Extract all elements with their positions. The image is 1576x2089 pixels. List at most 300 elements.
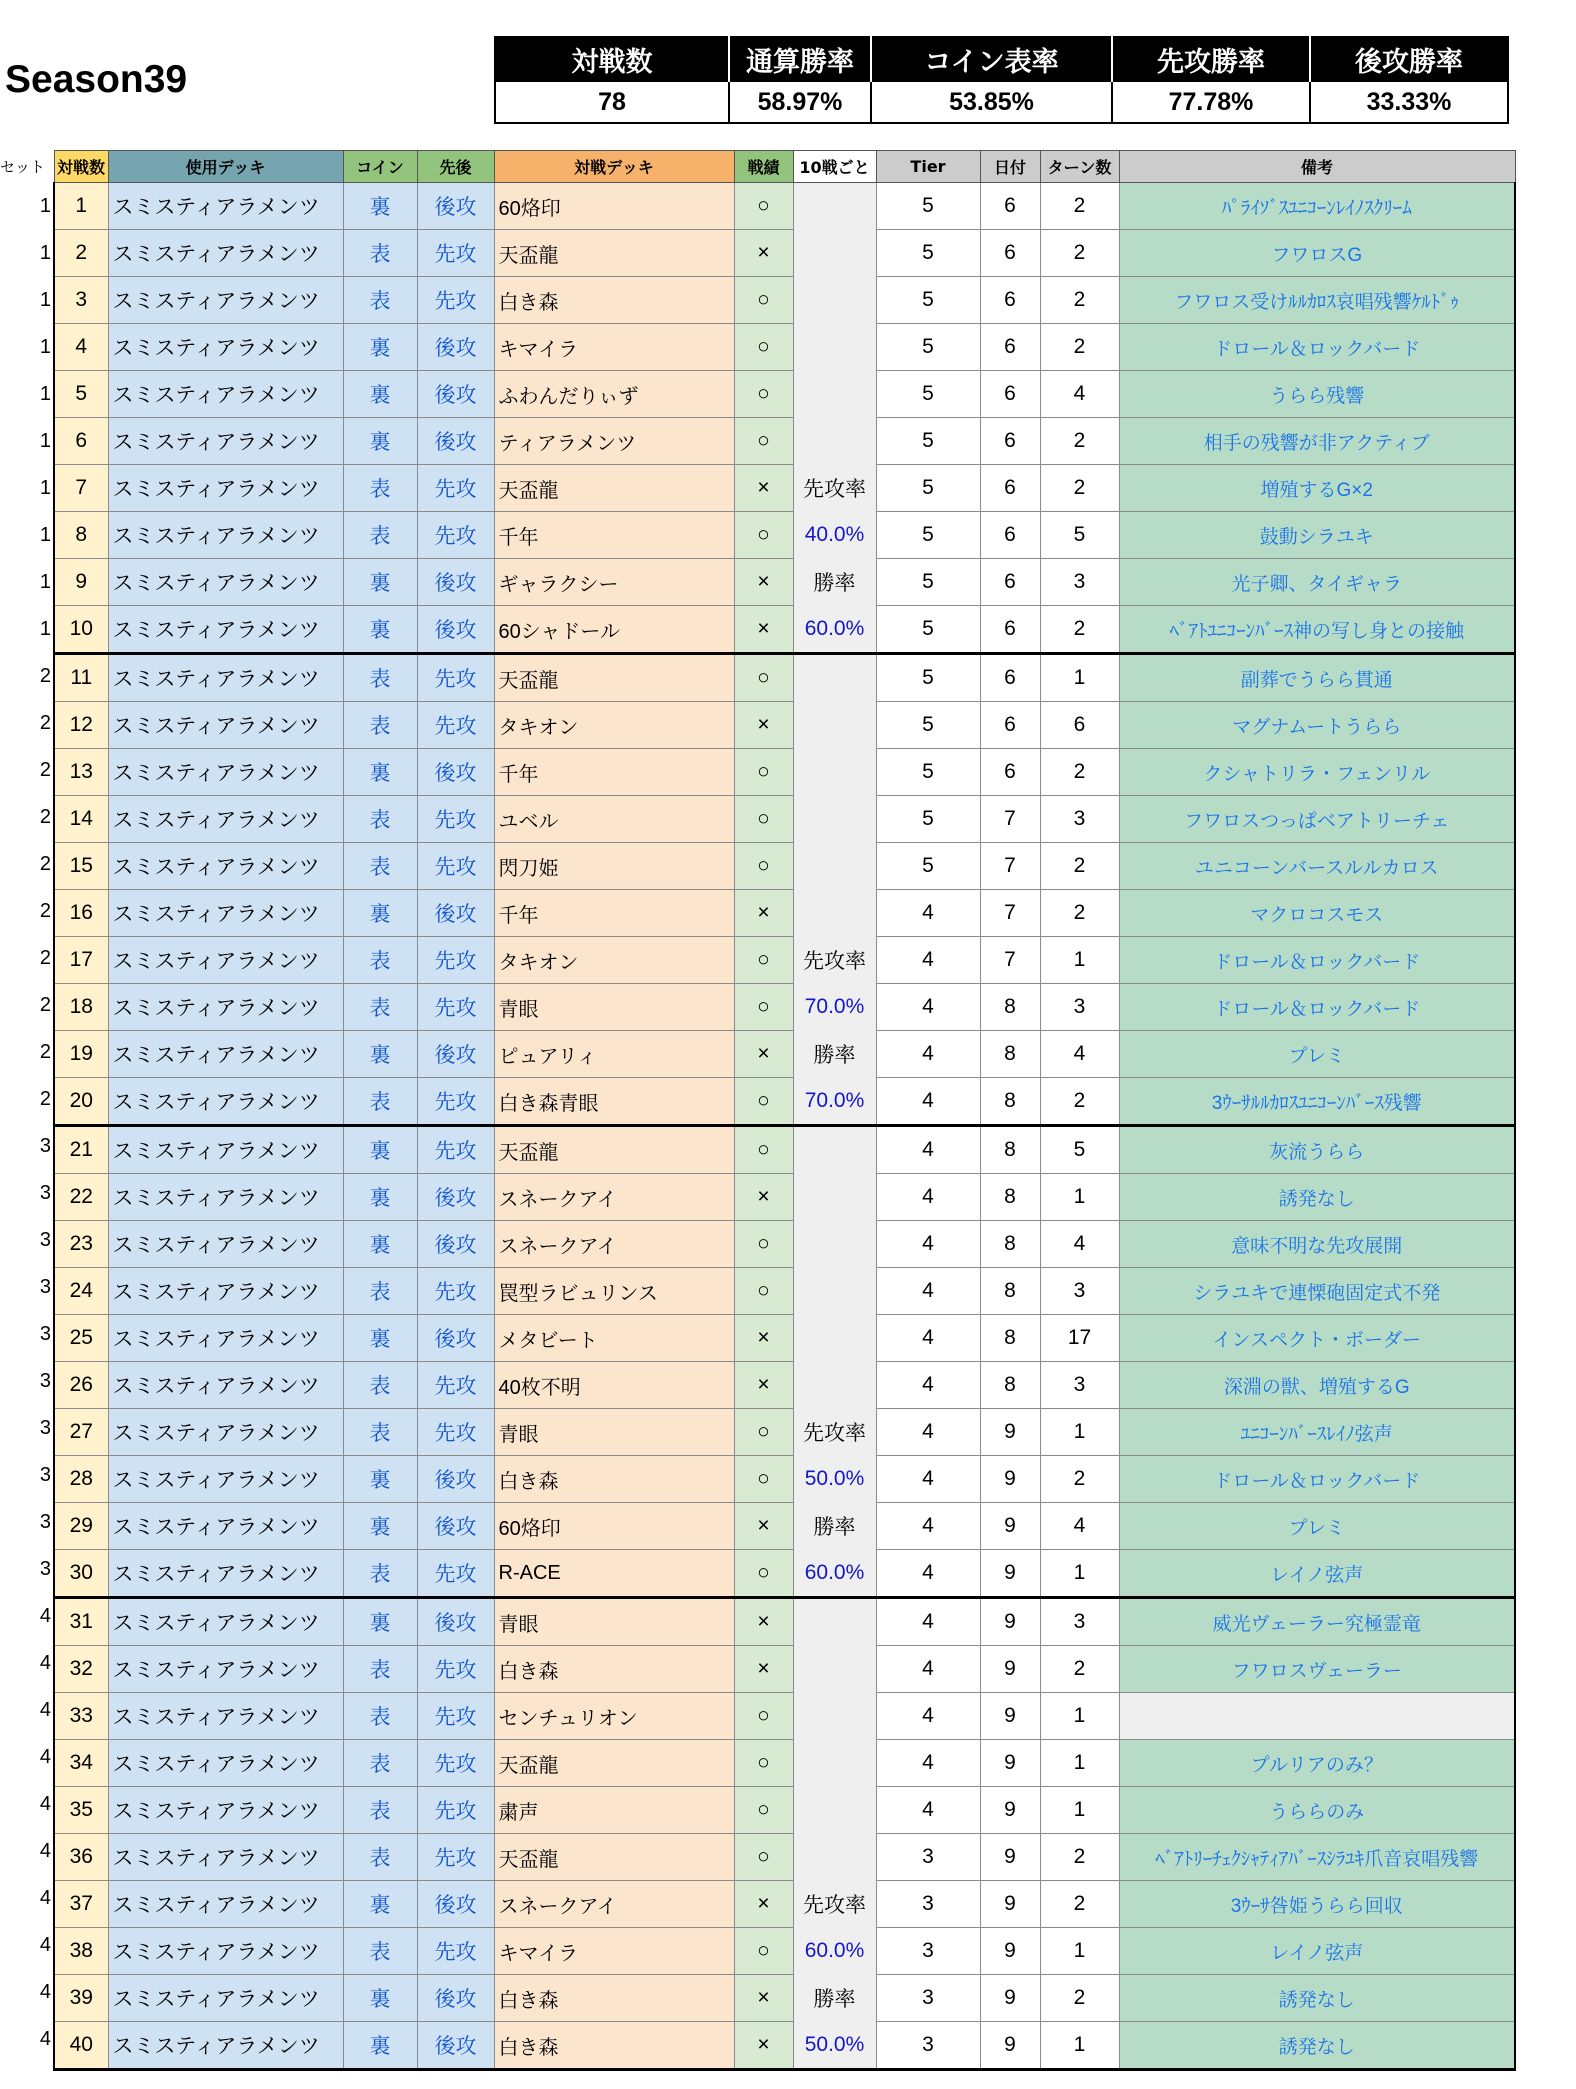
date-cell: 6	[980, 702, 1040, 749]
set-number: 1	[39, 524, 51, 546]
result-cell: ○	[734, 1740, 793, 1787]
set-number: 3	[39, 1464, 51, 1486]
header-notes: 備考	[1119, 151, 1515, 183]
result-cell: ○	[734, 1409, 793, 1456]
header-per-ten: 10戦ごと	[793, 151, 876, 183]
turn-order-cell: 後攻	[417, 1315, 494, 1362]
opponent-deck-cell: 60シャドール	[494, 606, 734, 654]
result-cell: ○	[734, 1834, 793, 1881]
header-tier: Tier	[876, 151, 980, 183]
opponent-deck-cell: スネークアイ	[494, 1881, 734, 1928]
opponent-deck-cell: 天盃龍	[494, 1834, 734, 1881]
opponent-deck-cell: 千年	[494, 749, 734, 796]
result-cell: ○	[734, 324, 793, 371]
opponent-deck-cell: タキオン	[494, 702, 734, 749]
turn-count-cell: 6	[1040, 702, 1119, 749]
table-row	[54, 654, 1515, 702]
used-deck-cell: スミスティアラメンツ	[108, 1598, 343, 1646]
notes-cell: プレミ	[1119, 1503, 1515, 1550]
notes-cell: 3ｳｰｻﾙﾙｶﾛｽﾕﾆｺｰﾝﾊﾞｰｽ残響	[1119, 1078, 1515, 1126]
turn-count-cell: 2	[1040, 183, 1119, 230]
table-row	[54, 1362, 1515, 1409]
table-row	[54, 1503, 1515, 1550]
notes-cell: 意味不明な先攻展開	[1119, 1221, 1515, 1268]
opponent-deck-cell: 60烙印	[494, 1503, 734, 1550]
match-number-cell: 13	[54, 749, 108, 796]
set-number: 1	[39, 430, 51, 452]
result-cell: ×	[734, 1362, 793, 1409]
per-ten-cell	[793, 230, 876, 277]
coin-cell: 表	[343, 654, 417, 702]
per-ten-cell	[793, 1646, 876, 1693]
tier-cell: 4	[876, 1787, 980, 1834]
date-cell: 9	[980, 1456, 1040, 1503]
tier-cell: 4	[876, 1550, 980, 1598]
opponent-deck-cell: 天盃龍	[494, 465, 734, 512]
coin-cell: 裏	[343, 1221, 417, 1268]
result-cell: ○	[734, 796, 793, 843]
turn-order-cell: 先攻	[417, 984, 494, 1031]
coin-cell: 表	[343, 1928, 417, 1975]
match-number-cell: 28	[54, 1456, 108, 1503]
set-number: 3	[39, 1135, 51, 1157]
used-deck-cell: スミスティアラメンツ	[108, 230, 343, 277]
turn-count-cell: 2	[1040, 1834, 1119, 1881]
opponent-deck-cell: 千年	[494, 512, 734, 559]
notes-cell	[1119, 1693, 1515, 1740]
per-ten-cell: 50.0%	[793, 2022, 876, 2070]
tier-cell: 3	[876, 1975, 980, 2022]
result-cell: ○	[734, 183, 793, 230]
result-cell: ×	[734, 559, 793, 606]
date-cell: 8	[980, 1362, 1040, 1409]
match-number-cell: 20	[54, 1078, 108, 1126]
turn-order-cell: 先攻	[417, 230, 494, 277]
turn-count-cell: 1	[1040, 654, 1119, 702]
used-deck-cell: スミスティアラメンツ	[108, 1031, 343, 1078]
notes-cell: ドロール＆ロックバード	[1119, 937, 1515, 984]
set-number: 3	[39, 1511, 51, 1533]
notes-cell: レイノ弦声	[1119, 1550, 1515, 1598]
per-ten-cell	[793, 324, 876, 371]
table-row	[54, 512, 1515, 559]
table-row	[54, 1315, 1515, 1362]
match-number-cell: 29	[54, 1503, 108, 1550]
opponent-deck-cell: 天盃龍	[494, 1126, 734, 1174]
per-ten-cell	[793, 796, 876, 843]
result-cell: ○	[734, 1078, 793, 1126]
per-ten-cell: 勝率	[793, 559, 876, 606]
opponent-deck-cell: 白き森	[494, 1975, 734, 2022]
summary-header-row	[495, 37, 1508, 81]
match-number-cell: 15	[54, 843, 108, 890]
turn-order-cell: 後攻	[417, 183, 494, 230]
result-cell: ×	[734, 1881, 793, 1928]
notes-cell: クシャトリラ・フェンリル	[1119, 749, 1515, 796]
set-number: 3	[39, 1229, 51, 1251]
coin-cell: 裏	[343, 1315, 417, 1362]
coin-cell: 表	[343, 512, 417, 559]
set-number: 4	[39, 1793, 51, 1815]
per-ten-cell: 先攻率	[793, 1881, 876, 1928]
turn-order-cell: 後攻	[417, 606, 494, 654]
turn-order-cell: 先攻	[417, 1550, 494, 1598]
tier-cell: 4	[876, 1221, 980, 1268]
turn-order-cell: 先攻	[417, 1078, 494, 1126]
result-cell: ×	[734, 1174, 793, 1221]
result-cell: ○	[734, 1126, 793, 1174]
coin-cell: 表	[343, 465, 417, 512]
coin-cell: 表	[343, 230, 417, 277]
tier-cell: 5	[876, 230, 980, 277]
coin-cell: 裏	[343, 1126, 417, 1174]
tier-cell: 3	[876, 1881, 980, 1928]
turn-order-cell: 先攻	[417, 1693, 494, 1740]
table-row	[54, 1975, 1515, 2022]
match-number-cell: 36	[54, 1834, 108, 1881]
per-ten-cell	[793, 843, 876, 890]
match-number-cell: 34	[54, 1740, 108, 1787]
used-deck-cell: スミスティアラメンツ	[108, 1928, 343, 1975]
turn-order-cell: 先攻	[417, 1928, 494, 1975]
set-number: 2	[39, 1088, 51, 1110]
opponent-deck-cell: 罠型ラビュリンス	[494, 1268, 734, 1315]
used-deck-cell: スミスティアラメンツ	[108, 1975, 343, 2022]
result-cell: ×	[734, 1646, 793, 1693]
turn-count-cell: 2	[1040, 843, 1119, 890]
date-cell: 9	[980, 1550, 1040, 1598]
result-cell: ○	[734, 1787, 793, 1834]
opponent-deck-cell: ティアラメンツ	[494, 418, 734, 465]
opponent-deck-cell: 青眼	[494, 984, 734, 1031]
per-ten-cell: 先攻率	[793, 937, 876, 984]
turn-order-cell: 先攻	[417, 1409, 494, 1456]
per-ten-cell	[793, 1693, 876, 1740]
date-cell: 8	[980, 1174, 1040, 1221]
opponent-deck-cell: メタビート	[494, 1315, 734, 1362]
date-cell: 8	[980, 1126, 1040, 1174]
per-ten-cell: 60.0%	[793, 1550, 876, 1598]
table-row	[54, 2022, 1515, 2070]
match-number-cell: 5	[54, 371, 108, 418]
date-cell: 7	[980, 890, 1040, 937]
opponent-deck-cell: 閃刀姫	[494, 843, 734, 890]
turn-count-cell: 3	[1040, 1598, 1119, 1646]
coin-cell: 表	[343, 1740, 417, 1787]
opponent-deck-cell: ユベル	[494, 796, 734, 843]
turn-count-cell: 2	[1040, 890, 1119, 937]
set-number: 2	[39, 759, 51, 781]
used-deck-cell: スミスティアラメンツ	[108, 1315, 343, 1362]
tier-cell: 3	[876, 2022, 980, 2070]
set-number: 4	[39, 1934, 51, 1956]
match-number-cell: 8	[54, 512, 108, 559]
summary-header-coin-rate: コイン表率	[871, 37, 1112, 81]
per-ten-cell	[793, 1126, 876, 1174]
result-cell: ○	[734, 1693, 793, 1740]
match-number-cell: 14	[54, 796, 108, 843]
used-deck-cell: スミスティアラメンツ	[108, 1221, 343, 1268]
turn-order-cell: 先攻	[417, 1834, 494, 1881]
result-cell: ×	[734, 1503, 793, 1550]
per-ten-cell	[793, 1174, 876, 1221]
used-deck-cell: スミスティアラメンツ	[108, 1787, 343, 1834]
coin-cell: 裏	[343, 1598, 417, 1646]
turn-order-cell: 先攻	[417, 465, 494, 512]
summary-value-total-winrate: 58.97%	[729, 81, 871, 123]
tier-cell: 5	[876, 749, 980, 796]
header-coin: コイン	[343, 151, 417, 183]
opponent-deck-cell: ピュアリィ	[494, 1031, 734, 1078]
notes-cell: 灰流うらら	[1119, 1126, 1515, 1174]
per-ten-cell: 勝率	[793, 1975, 876, 2022]
set-number: 3	[39, 1370, 51, 1392]
used-deck-cell: スミスティアラメンツ	[108, 1740, 343, 1787]
result-cell: ○	[734, 1268, 793, 1315]
table-row	[54, 606, 1515, 654]
header-match-number: 対戦数	[54, 151, 108, 183]
coin-cell: 表	[343, 1362, 417, 1409]
notes-cell: 深淵の獣、増殖するG	[1119, 1362, 1515, 1409]
date-cell: 6	[980, 418, 1040, 465]
match-number-cell: 32	[54, 1646, 108, 1693]
per-ten-cell	[793, 1834, 876, 1881]
opponent-deck-cell: 白き森	[494, 277, 734, 324]
used-deck-cell: スミスティアラメンツ	[108, 1174, 343, 1221]
turn-order-cell: 後攻	[417, 1975, 494, 2022]
summary-value-matches: 78	[495, 81, 729, 123]
set-number: 1	[39, 289, 51, 311]
header-turn-order: 先後	[417, 151, 494, 183]
turn-count-cell: 3	[1040, 1362, 1119, 1409]
date-cell: 6	[980, 465, 1040, 512]
table-row	[54, 1221, 1515, 1268]
table-row	[54, 1550, 1515, 1598]
match-number-cell: 24	[54, 1268, 108, 1315]
opponent-deck-cell: 白き森	[494, 1646, 734, 1693]
match-number-cell: 4	[54, 324, 108, 371]
tier-cell: 5	[876, 371, 980, 418]
coin-cell: 表	[343, 796, 417, 843]
coin-cell: 裏	[343, 890, 417, 937]
summary-header-second-winrate: 後攻勝率	[1310, 37, 1508, 81]
opponent-deck-cell: タキオン	[494, 937, 734, 984]
coin-cell: 裏	[343, 183, 417, 230]
opponent-deck-cell: 白き森	[494, 2022, 734, 2070]
coin-cell: 裏	[343, 749, 417, 796]
notes-cell: 光子卿、タイギャラ	[1119, 559, 1515, 606]
set-number: 4	[39, 1840, 51, 1862]
used-deck-cell: スミスティアラメンツ	[108, 1550, 343, 1598]
used-deck-cell: スミスティアラメンツ	[108, 843, 343, 890]
result-cell: ×	[734, 1975, 793, 2022]
tier-cell: 4	[876, 1598, 980, 1646]
match-number-cell: 22	[54, 1174, 108, 1221]
used-deck-cell: スミスティアラメンツ	[108, 2022, 343, 2070]
result-cell: ○	[734, 277, 793, 324]
used-deck-cell: スミスティアラメンツ	[108, 890, 343, 937]
set-number: 4	[39, 1605, 51, 1627]
used-deck-cell: スミスティアラメンツ	[108, 606, 343, 654]
turn-count-cell: 2	[1040, 230, 1119, 277]
turn-order-cell: 先攻	[417, 1268, 494, 1315]
set-number: 4	[39, 1699, 51, 1721]
turn-order-cell: 後攻	[417, 1456, 494, 1503]
tier-cell: 5	[876, 183, 980, 230]
used-deck-cell: スミスティアラメンツ	[108, 702, 343, 749]
turn-count-cell: 2	[1040, 749, 1119, 796]
per-ten-cell	[793, 654, 876, 702]
coin-cell: 裏	[343, 1456, 417, 1503]
used-deck-cell: スミスティアラメンツ	[108, 1126, 343, 1174]
match-number-cell: 2	[54, 230, 108, 277]
coin-cell: 裏	[343, 2022, 417, 2070]
table-row	[54, 1646, 1515, 1693]
result-cell: ×	[734, 890, 793, 937]
notes-cell: 3ｳｰｻ咎姫うらら回収	[1119, 1881, 1515, 1928]
coin-cell: 表	[343, 984, 417, 1031]
result-cell: ×	[734, 1315, 793, 1362]
turn-count-cell: 3	[1040, 796, 1119, 843]
turn-order-cell: 先攻	[417, 937, 494, 984]
result-cell: ×	[734, 465, 793, 512]
coin-cell: 表	[343, 1787, 417, 1834]
coin-cell: 裏	[343, 371, 417, 418]
coin-cell: 表	[343, 937, 417, 984]
match-log-table	[53, 150, 1516, 2071]
opponent-deck-cell: 青眼	[494, 1409, 734, 1456]
date-cell: 7	[980, 937, 1040, 984]
match-number-cell: 7	[54, 465, 108, 512]
set-number: 2	[39, 900, 51, 922]
turn-order-cell: 後攻	[417, 2022, 494, 2070]
coin-cell: 表	[343, 277, 417, 324]
table-row	[54, 1126, 1515, 1174]
match-number-cell: 37	[54, 1881, 108, 1928]
match-number-cell: 39	[54, 1975, 108, 2022]
per-ten-cell	[793, 702, 876, 749]
used-deck-cell: スミスティアラメンツ	[108, 1503, 343, 1550]
tier-cell: 3	[876, 1928, 980, 1975]
match-number-cell: 31	[54, 1598, 108, 1646]
turn-order-cell: 後攻	[417, 418, 494, 465]
date-cell: 9	[980, 1409, 1040, 1456]
notes-cell: プルリアのみ？	[1119, 1740, 1515, 1787]
set-number: 3	[39, 1558, 51, 1580]
header-turn-count: ターン数	[1040, 151, 1119, 183]
turn-count-cell: 4	[1040, 1221, 1119, 1268]
coin-cell: 裏	[343, 1881, 417, 1928]
date-cell: 8	[980, 1221, 1040, 1268]
notes-cell: ドロール＆ロックバード	[1119, 324, 1515, 371]
date-cell: 8	[980, 1315, 1040, 1362]
coin-cell: 裏	[343, 606, 417, 654]
tier-cell: 4	[876, 890, 980, 937]
notes-cell: うららのみ	[1119, 1787, 1515, 1834]
notes-cell: 鼓動シラユキ	[1119, 512, 1515, 559]
tier-cell: 4	[876, 1031, 980, 1078]
set-number: 4	[39, 1652, 51, 1674]
turn-count-cell: 1	[1040, 2022, 1119, 2070]
date-cell: 7	[980, 796, 1040, 843]
set-number: 1	[39, 477, 51, 499]
turn-count-cell: 3	[1040, 1268, 1119, 1315]
set-number: 2	[39, 806, 51, 828]
date-cell: 9	[980, 2022, 1040, 2070]
date-cell: 9	[980, 1646, 1040, 1693]
coin-cell: 表	[343, 843, 417, 890]
turn-count-cell: 5	[1040, 512, 1119, 559]
table-row	[54, 1409, 1515, 1456]
match-number-cell: 26	[54, 1362, 108, 1409]
per-ten-cell	[793, 1787, 876, 1834]
match-number-cell: 38	[54, 1928, 108, 1975]
date-cell: 8	[980, 1031, 1040, 1078]
match-number-cell: 3	[54, 277, 108, 324]
per-ten-cell: 70.0%	[793, 984, 876, 1031]
summary-value-second-winrate: 33.33%	[1310, 81, 1508, 123]
coin-cell: 裏	[343, 1503, 417, 1550]
used-deck-cell: スミスティアラメンツ	[108, 749, 343, 796]
turn-count-cell: 3	[1040, 984, 1119, 1031]
used-deck-cell: スミスティアラメンツ	[108, 183, 343, 230]
table-row	[54, 1598, 1515, 1646]
opponent-deck-cell: センチュリオン	[494, 1693, 734, 1740]
opponent-deck-cell: 天盃龍	[494, 230, 734, 277]
date-cell: 9	[980, 1787, 1040, 1834]
tier-cell: 5	[876, 702, 980, 749]
date-cell: 9	[980, 1928, 1040, 1975]
result-cell: ○	[734, 749, 793, 796]
turn-count-cell: 2	[1040, 465, 1119, 512]
result-cell: ○	[734, 371, 793, 418]
per-ten-cell: 70.0%	[793, 1078, 876, 1126]
notes-cell: 誘発なし	[1119, 1975, 1515, 2022]
table-row	[54, 465, 1515, 512]
date-cell: 9	[980, 1693, 1040, 1740]
set-number: 3	[39, 1182, 51, 1204]
result-cell: ○	[734, 843, 793, 890]
opponent-deck-cell: 白き森	[494, 1456, 734, 1503]
result-cell: ○	[734, 984, 793, 1031]
notes-cell: 相手の残響が非アクティブ	[1119, 418, 1515, 465]
turn-order-cell: 後攻	[417, 1031, 494, 1078]
table-row	[54, 1787, 1515, 1834]
turn-order-cell: 先攻	[417, 512, 494, 559]
tier-cell: 5	[876, 465, 980, 512]
notes-cell: 副葬でうらら貫通	[1119, 654, 1515, 702]
coin-cell: 表	[343, 1693, 417, 1740]
notes-cell: 増殖するG×2	[1119, 465, 1515, 512]
notes-cell: ﾍﾞｱﾄﾘｰﾁｪｸｼｬﾃｨｱﾊﾞｰｽｼﾗﾕｷ爪音哀唱残響	[1119, 1834, 1515, 1881]
tier-cell: 5	[876, 606, 980, 654]
result-cell: ○	[734, 937, 793, 984]
header-used-deck: 使用デッキ	[108, 151, 343, 183]
notes-cell: フワロスつっぱベアトリーチェ	[1119, 796, 1515, 843]
notes-cell: うらら残響	[1119, 371, 1515, 418]
tier-cell: 4	[876, 1693, 980, 1740]
used-deck-cell: スミスティアラメンツ	[108, 277, 343, 324]
turn-order-cell: 先攻	[417, 277, 494, 324]
date-cell: 8	[980, 984, 1040, 1031]
date-cell: 6	[980, 749, 1040, 796]
turn-order-cell: 後攻	[417, 890, 494, 937]
tier-cell: 4	[876, 1456, 980, 1503]
notes-cell: シラユキで連慄砲固定式不発	[1119, 1268, 1515, 1315]
match-number-cell: 21	[54, 1126, 108, 1174]
match-number-cell: 1	[54, 183, 108, 230]
coin-cell: 裏	[343, 559, 417, 606]
